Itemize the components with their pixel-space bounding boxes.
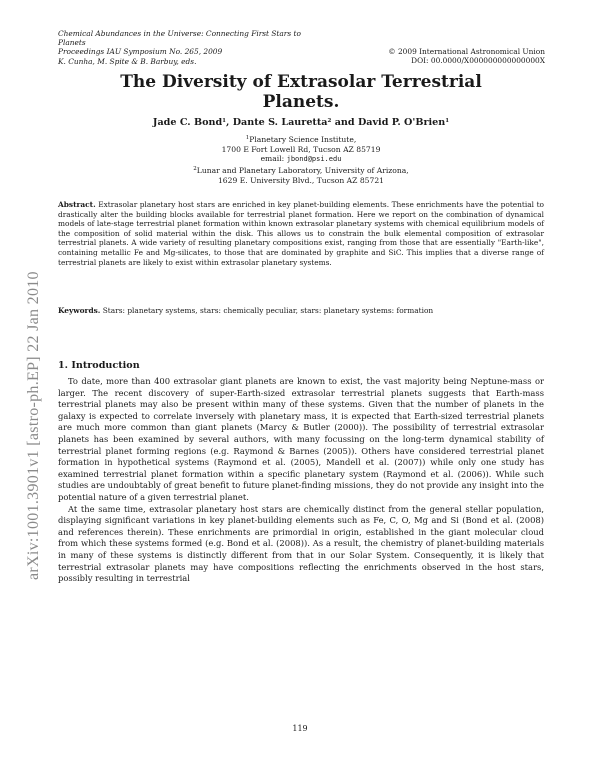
paragraph: To date, more than 400 extrasolar giant planets are known to exist, the vast majority being Neptune-mass or larger. The recent discovery of super-Earth-sized extrasolar terrestrial planets suggests that Earth-mass terrestrial planets may also be present within many of these systems. Given that the number of planets in the galaxy is expected to correlate inversely with planetary mass, it is expected that Earth-sized terrestrial planets are much more common than giant planets (Marcy & Butler (2000)). The possibility of terrestrial extrasolar planets has been examined by several authors, with many focussing on the long-term dynamical stability of terrestrial planet forming regions (e.g. Raymond & Barnes (2005)). Others have considered terrestrial planet formation in hypothetical systems (Raymond et al. (2005), Mandell et al. (2007)) while only one study has examined terrestrial planet formation within a specific planetary system (Raymond et al. (2006)). While such studies are undoubtably of great benefit to future planet-finding missions, they do not provide any insight into the potential nature of a given terrestrial planet.	[58, 376, 544, 502]
paragraph: At the same time, extrasolar planetary host stars are chemically distinct from the general stellar population, displaying significant variations in key planet-building elements such as Fe, C, O, Mg and Si (Bond et al. (2008) and references therein). These enrichments are primordial in origin, established in the giant molecular cloud from which these systems formed (e.g. Bond et al. (2008)). As a result, the chemistry of planet-building materials in many of these systems is distinctly different from that in our Solar System. Consequently, it is likely that terrestrial extrasolar planets may have compositions reflecting the enrichments observed in the host stars, possibly resulting in terrestrial	[58, 503, 544, 584]
abstract-text: Extrasolar planetary host stars are enriched in key planet-building elements. These enrichments have the potential to drastically alter the building blocks available for terrestrial planet formation. Here we report on the combination of dynamical models of late-stage terrestrial planet formation within known extrasolar planetary systems with chemical equilibrium models of the composition of solid material within the disk. This allows us to constrain the bulk elemental composition of extrasolar terrestrial planets. A wide variety of resulting planetary compositions exist, ranging from those that are essentially "Earth-like", containing metallic Fe and Mg-silicates, to those that are dominated by graphite and SiC. This implies that a diverse range of terrestrial planets are likely to exist within extrasolar planetary systems.	[58, 200, 544, 267]
section-heading: 1. Introduction	[58, 360, 140, 371]
header-line: Proceedings IAU Symposium No. 265, 2009	[58, 47, 223, 57]
affiliation-2: $^2$Lunar and Planetary Laboratory, University of Arizona, 1629 E. University Blvd., Tucson AZ 85721	[193, 166, 409, 185]
arxiv-identifier: arXiv:1001.3901v1 [astro-ph.EP] 22 Jan 2010	[25, 271, 42, 580]
running-header-right	[295, 47, 545, 65]
keywords-text: Stars: planetary systems, stars: chemically peculiar, stars: planetary systems: formation	[102, 306, 434, 315]
copyright-line: © 2009 International Astronomical Union	[388, 47, 545, 56]
author-affil-mark: 1	[445, 118, 450, 124]
header-line: K. Cunha, M. Spite & B. Barbuy, eds.	[58, 56, 197, 66]
paper-title	[58, 72, 544, 112]
page-number: 119	[292, 724, 308, 733]
email-link[interactable]: jbond@psi.edu	[286, 155, 342, 164]
abstract	[58, 200, 544, 267]
introduction-body	[58, 376, 544, 585]
keywords-label: Keywords.	[58, 306, 101, 315]
author-name: Jade C. Bond	[152, 117, 223, 128]
author-affil-mark: 2	[327, 118, 332, 124]
title-line: The Diversity of Extrasolar Terrestrial	[120, 72, 482, 92]
keywords	[58, 306, 544, 316]
header-line: Planets	[58, 38, 86, 48]
affiliation-1: $^1$Planetary Science Institute, 1700 E Fort Lowell Rd, Tucson AZ 85719 email: jbond@psi.edu	[221, 135, 381, 164]
title-line: Planets.	[262, 92, 340, 112]
author-affil-mark: 1	[222, 118, 226, 124]
author-name: David P. O'Brien	[357, 117, 446, 128]
author-name: Dante S. Lauretta	[232, 117, 328, 128]
author-list: Jade C. Bond$^1$, Dante S. Lauretta$^2$ and David P. O'Brien$^1$	[152, 117, 450, 128]
doi-line: DOI: 00.0000/X000000000000000X	[411, 56, 545, 66]
abstract-label: Abstract.	[58, 200, 96, 209]
header-line: Chemical Abundances in the Universe: Connecting First Stars to	[58, 29, 301, 38]
